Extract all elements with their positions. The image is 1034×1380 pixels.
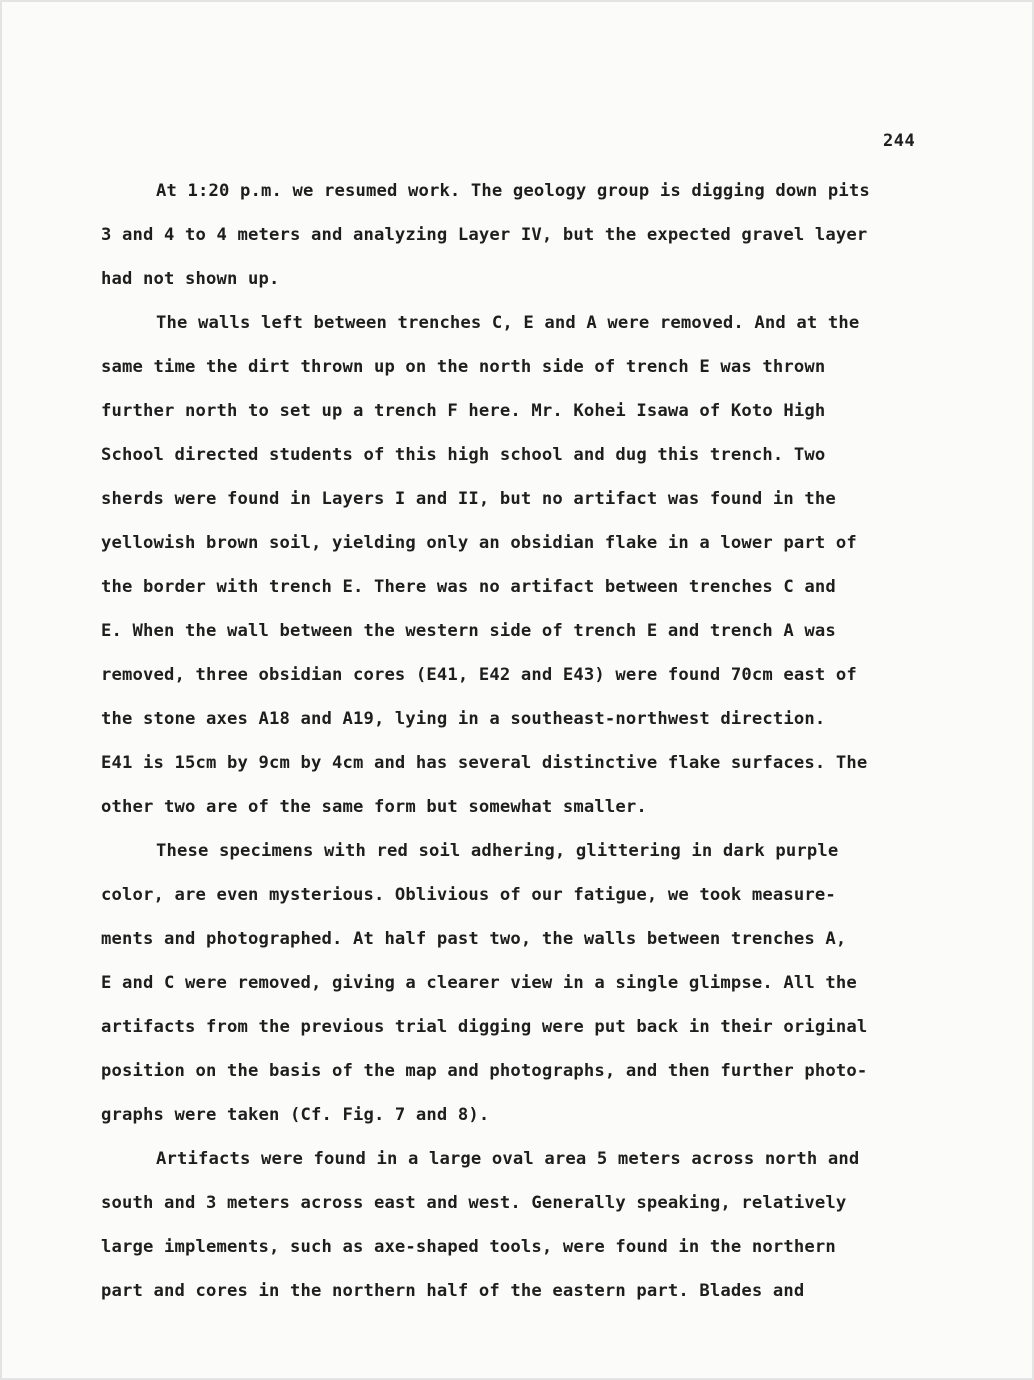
text-line: The walls left between trenches C, E and A were removed. And at the [156,313,860,333]
text-line: At 1:20 p.m. we resumed work. The geology group is digging down pits [156,181,870,201]
text-line: the stone axes A18 and A19, lying in a southeast-northwest direction. [101,709,826,729]
text-line: removed, three obsidian cores (E41, E42 and E43) were found 70cm east of [101,665,857,685]
text-line: color, are even mysterious. Oblivious of our fatigue, we took measure- [101,885,836,905]
text-line: yellowish brown soil, yielding only an obsidian flake in a lower part of [101,533,857,553]
text-line: south and 3 meters across east and west. Generally speaking, relatively [101,1193,847,1213]
text-line: the border with trench E. There was no artifact between trenches C and [101,577,836,597]
text-line: sherds were found in Layers I and II, but no artifact was found in the [101,489,836,509]
text-line: part and cores in the northern half of the eastern part. Blades and [101,1281,805,1301]
text-line: same time the dirt thrown up on the north side of trench E was thrown [101,357,826,377]
text-line: E41 is 15cm by 9cm by 4cm and has several distinctive flake surfaces. The [101,753,868,773]
page-number: 244 [883,131,916,151]
text-line: School directed students of this high school and dug this trench. Two [101,445,826,465]
text-line: artifacts from the previous trial digging were put back in their original [101,1017,868,1037]
text-line: further north to set up a trench F here. Mr. Kohei Isawa of Koto High [101,401,826,421]
text-line: E. When the wall between the western side of trench E and trench A was [101,621,836,641]
text-line: E and C were removed, giving a clearer view in a single glimpse. All the [101,973,857,993]
text-line: large implements, such as axe-shaped tools, were found in the northern [101,1237,836,1257]
text-line: 3 and 4 to 4 meters and analyzing Layer IV, but the expected gravel layer [101,225,868,245]
text-line: had not shown up. [101,269,280,289]
text-line: other two are of the same form but somewhat smaller. [101,797,647,817]
text-line: position on the basis of the map and photographs, and then further photo- [101,1061,868,1081]
text-line: ments and photographed. At half past two, the walls between trenches A, [101,929,847,949]
text-line: graphs were taken (Cf. Fig. 7 and 8). [101,1105,490,1125]
text-line: These specimens with red soil adhering, glittering in dark purple [156,841,839,861]
text-line: Artifacts were found in a large oval area 5 meters across north and [156,1149,860,1169]
